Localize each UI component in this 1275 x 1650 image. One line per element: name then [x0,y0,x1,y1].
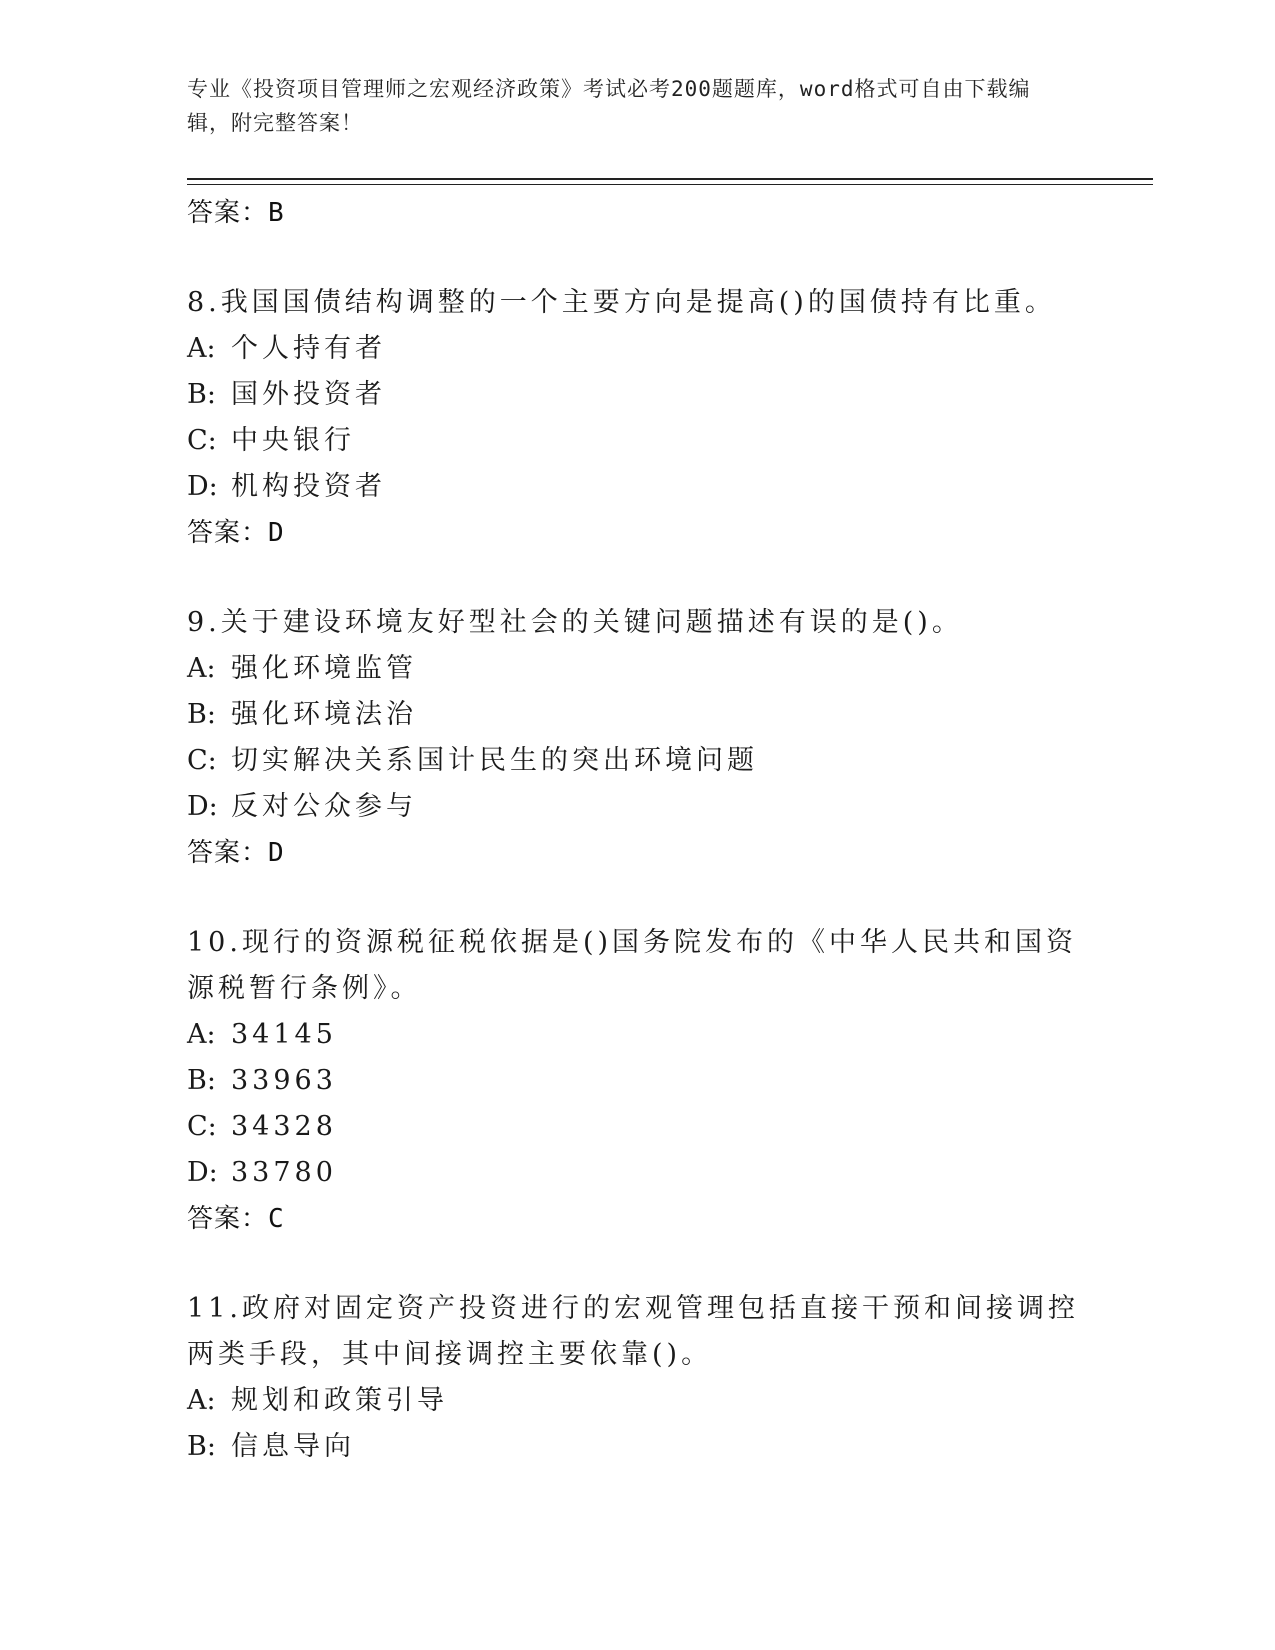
option-text: 中央银行 [231,425,355,456]
option-a [187,646,1087,692]
option-key: C: [187,745,217,776]
header-rule-thick [187,178,1153,180]
option-d [187,464,1087,510]
option-text: 34328 [231,1111,337,1142]
option-text: 反对公众参与 [231,791,417,822]
option-text: 国外投资者 [231,379,386,410]
option-text: 规划和政策引导 [231,1385,448,1416]
option-key: B: [187,1065,216,1096]
option-key: B: [187,379,216,410]
question-text: 10.现行的资源税征税依据是()国务院发布的《中华人民共和国资源税暂行条例》。 [187,927,1078,1004]
option-text: 33963 [231,1065,337,1096]
option-key: A: [187,653,216,684]
option-c [187,1104,1087,1150]
answer-line: 答案：D [187,518,285,548]
question-text: 8.我国国债结构调整的一个主要方向是提高()的国债持有比重。 [187,287,1056,318]
option-key: B: [187,1431,216,1462]
option-key: A: [187,1019,216,1050]
option-b [187,1424,1087,1470]
option-b [187,372,1087,418]
option-text: 33780 [231,1157,337,1188]
option-key: B: [187,699,216,730]
option-c [187,418,1087,464]
option-text: 强化环境法治 [231,699,417,730]
option-b [187,692,1087,738]
option-c [187,738,1087,784]
option-key: C: [187,1111,217,1142]
header-rule-thin [187,184,1153,185]
option-key: D: [187,471,218,502]
question-text: 11.政府对固定资产投资进行的宏观管理包括直接干预和间接调控两类手段，其中间接调控主要依靠()。 [187,1293,1079,1370]
question-text: 9.关于建设环境友好型社会的关键问题描述有误的是()。 [187,607,963,638]
option-d [187,1150,1087,1196]
option-b [187,1058,1087,1104]
option-key: C: [187,425,217,456]
document-header: 专业《投资项目管理师之宏观经济政策》考试必考200题题库，word格式可自由下载编辑，附完整答案！ [187,77,1031,135]
option-a [187,1012,1087,1058]
option-text: 个人持有者 [231,333,386,364]
answer-line: 答案：B [187,198,285,228]
option-text: 34145 [231,1019,337,1050]
answer-line: 答案：C [187,1204,285,1234]
answer-line: 答案：D [187,838,285,868]
question-list [187,190,1087,1470]
option-text: 切实解决关系国计民生的突出环境问题 [231,745,758,776]
option-key: D: [187,1157,218,1188]
option-a [187,1378,1087,1424]
option-a [187,326,1087,372]
option-key: A: [187,333,216,364]
option-d [187,784,1087,830]
option-key: D: [187,791,218,822]
option-key: A: [187,1385,216,1416]
option-text: 机构投资者 [231,471,386,502]
option-text: 强化环境监管 [231,653,417,684]
option-text: 信息导向 [231,1431,355,1462]
